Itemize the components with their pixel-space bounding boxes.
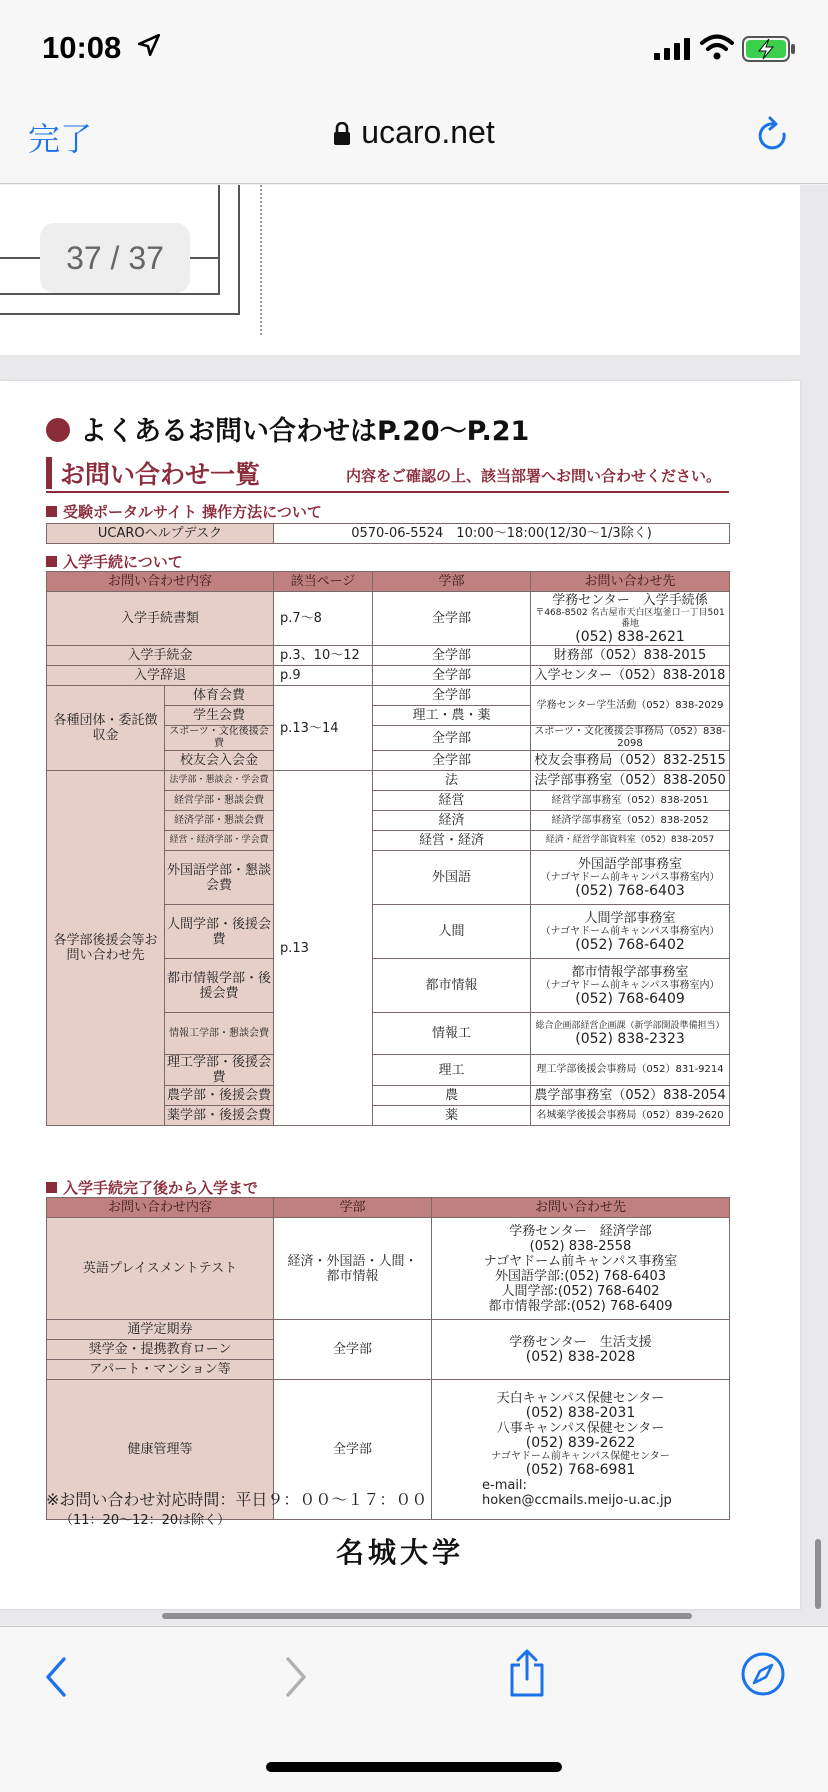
section-title: 入学手続完了後から入学まで <box>63 1179 259 1197</box>
university-logo: 名城大学 <box>335 1536 464 1569</box>
section-title: 受験ポータルサイト 操作方法について <box>63 503 322 521</box>
clock: 10:08 <box>42 30 122 65</box>
table-row <box>47 771 730 791</box>
contact: 名城薬学後援会事務局（052）839-2620 <box>531 1106 730 1126</box>
previous-page-line <box>190 257 220 259</box>
address-bar[interactable] <box>0 114 828 151</box>
contact <box>432 1380 730 1520</box>
battery-charging-icon <box>742 36 796 62</box>
url-text: ucaro.net <box>361 114 495 150</box>
contact <box>432 1320 730 1380</box>
page-ref: p.7〜8 <box>274 592 373 646</box>
row-label: 体育会費 <box>165 686 274 706</box>
contact: 校友会事務局（052）832-2515 <box>531 751 730 771</box>
page-ref: p.9 <box>274 666 373 686</box>
column-header: お問い合わせ内容 <box>47 1198 274 1218</box>
footnote-sub: （11：20〜12：20は除く） <box>60 1513 231 1528</box>
row-label: スポーツ・文化後援会費 <box>165 726 274 751</box>
row-label: 理工学部・後援会費 <box>165 1055 274 1086</box>
contact-phone: (052) 839-2622 <box>525 1435 636 1451</box>
title-accent <box>46 457 52 489</box>
dept: 経済 <box>373 811 531 831</box>
home-indicator[interactable] <box>266 1762 562 1772</box>
row-label: 経営・経済学部・学会費 <box>165 831 274 851</box>
contact: 財務部（052）838-2015 <box>531 646 730 666</box>
dept: 理工 <box>373 1055 531 1086</box>
row-label: 人間学部・後援会費 <box>165 905 274 959</box>
previous-page-line <box>0 257 40 259</box>
helpdesk-contact: 0570-06-5524 10:00〜18:00(12/30〜1/3除く) <box>274 524 730 544</box>
previous-page <box>0 185 800 355</box>
contact-line: 天白キャンパス保健センター <box>496 1391 665 1406</box>
square-bullet-icon <box>46 506 57 517</box>
row-label: アパート・マンション等 <box>47 1360 274 1380</box>
dept: 全学部 <box>373 646 531 666</box>
table-row <box>47 646 730 666</box>
dept <box>274 1218 432 1320</box>
title-bar <box>46 455 729 493</box>
status-bar <box>0 0 828 100</box>
row-label: 法学部・懇談会・学会費 <box>165 771 274 791</box>
contact: 学務センター学生活動（052）838-2029 <box>531 686 730 726</box>
column-header: お問い合わせ先 <box>432 1198 730 1218</box>
contact-line: （ナゴヤドーム前キャンパス事務室内） <box>540 871 720 883</box>
contact-phone: (052) 768-6409 <box>575 990 685 1007</box>
contact-line: ナゴヤドーム前キャンパス事務室 <box>483 1253 678 1269</box>
contact-line: 学務センター 経済学部 <box>509 1223 652 1239</box>
dept: 全学部 <box>373 592 531 646</box>
row-label: 薬学部・後援会費 <box>165 1106 274 1126</box>
contact: 経営学部事務室（052）838-2051 <box>531 791 730 811</box>
contact-phone: (052) 838-2028 <box>525 1348 636 1365</box>
page-counter: 37 / 37 <box>40 223 190 293</box>
dept: 全学部 <box>274 1320 432 1380</box>
contact: 入学センター（052）838-2018 <box>531 666 730 686</box>
contact-phone: (052) 838-2323 <box>575 1030 685 1047</box>
column-header: 学部 <box>373 572 531 592</box>
contact-line: 外国語学部事務室 <box>578 856 683 872</box>
table-row <box>47 666 730 686</box>
row-label: 情報工学部・懇談会費 <box>165 1013 274 1055</box>
dept: 全学部 <box>274 1380 432 1520</box>
row-label: 健康管理等 <box>47 1380 274 1520</box>
cellular-signal-icon <box>654 38 692 60</box>
square-bullet-icon <box>46 1182 57 1193</box>
contact <box>531 592 730 646</box>
section-heading <box>46 1177 258 1198</box>
contact: 農学部事務室（052）838-2054 <box>531 1086 730 1106</box>
contact-phone: (052) 768-6402 <box>575 936 685 953</box>
lock-icon <box>333 122 351 146</box>
contact-line: 都市情報学部:(052) 768-6409 <box>488 1298 673 1314</box>
title-note: 内容をご確認の上、該当部署へお問い合わせください。 <box>345 467 721 485</box>
pre-enrollment-table <box>46 1197 730 1520</box>
section-title: 入学手続について <box>63 553 183 571</box>
dept: 薬 <box>373 1106 531 1126</box>
done-button[interactable]: 完了 <box>28 120 93 158</box>
table-header-row <box>47 572 730 592</box>
dept: 外国語 <box>373 851 531 905</box>
contact-line: 人間学部:(052) 768-6402 <box>501 1283 660 1299</box>
contact-line: 学務センター 入学手続係 <box>552 592 708 608</box>
document-viewport[interactable] <box>0 185 828 1625</box>
dept: 農 <box>373 1086 531 1106</box>
contact-phone: (052) 838-2621 <box>575 628 685 645</box>
section-heading <box>46 501 322 522</box>
table-row <box>47 592 730 646</box>
contact-line: （ナゴヤドーム前キャンパス事務室内） <box>540 979 720 991</box>
contact: スポーツ・文化後援会事務局（052）838-2098 <box>531 726 730 751</box>
row-label: 入学手続書類 <box>47 592 274 646</box>
column-header: お問い合わせ先 <box>531 572 730 592</box>
back-icon[interactable] <box>42 1655 72 1699</box>
safari-compass-icon[interactable] <box>740 1651 786 1697</box>
horizontal-scrollbar[interactable] <box>162 1613 692 1619</box>
share-icon[interactable] <box>506 1649 548 1699</box>
contact: 理工学部後援会事務局（052）831-9214 <box>531 1055 730 1086</box>
contact-line: 外国語学部:(052) 768-6403 <box>494 1268 667 1284</box>
contact-phone: (052) 768-6403 <box>575 882 685 899</box>
row-label: 英語プレイスメントテスト <box>47 1218 274 1320</box>
helpdesk-table <box>46 523 730 544</box>
dept-line: 経済・外国語・人間・ <box>287 1253 418 1269</box>
row-label: 入学手続金 <box>47 646 274 666</box>
page-ref: p.13 <box>274 771 373 1126</box>
dept: 人間 <box>373 905 531 959</box>
reload-icon[interactable] <box>756 116 792 156</box>
column-header: 学部 <box>274 1198 432 1218</box>
email-link[interactable]: hoken@ccmails.meijo-u.ac.jp <box>482 1493 672 1508</box>
row-label: 校友会入会金 <box>165 751 274 771</box>
contact-line: ナゴヤドーム前キャンパス保健センター <box>491 1451 670 1462</box>
row-label: 奨学金・提携教育ローン <box>47 1340 274 1360</box>
page-ref: p.3、10〜12 <box>274 646 373 666</box>
row-label: 通学定期券 <box>47 1320 274 1340</box>
section-heading <box>46 551 183 572</box>
column-header: 該当ページ <box>274 572 373 592</box>
group-label: 各種団体・委託徴収金 <box>47 686 165 771</box>
wifi-icon <box>700 34 734 60</box>
contact <box>531 851 730 905</box>
row-label: 都市情報学部・後援会費 <box>165 959 274 1013</box>
contact <box>531 1013 730 1055</box>
dept: 都市情報 <box>373 959 531 1013</box>
contact-line: （ナゴヤドーム前キャンパス事務室内） <box>540 925 720 937</box>
forward-icon[interactable] <box>280 1655 310 1699</box>
dept: 全学部 <box>373 751 531 771</box>
faq-text: よくあるお問い合わせはP.20〜P.21 <box>80 416 530 447</box>
contact-phone: (052) 768-6981 <box>525 1462 636 1478</box>
dept-line: 都市情報 <box>326 1268 379 1284</box>
dept: 全学部 <box>373 666 531 686</box>
page-ref: p.13〜14 <box>274 686 373 771</box>
contact <box>432 1218 730 1320</box>
contact-line: 総合企画部経営企画課（新学部開設準備担当） <box>535 1020 725 1031</box>
row-label: 農学部・後援会費 <box>165 1086 274 1106</box>
square-bullet-icon <box>46 556 57 567</box>
contact-phone: (052) 838-2031 <box>525 1405 636 1421</box>
email-label: e-mail: <box>482 1478 527 1493</box>
previous-page-divider <box>260 185 262 335</box>
browser-nav-bar <box>0 100 828 184</box>
bullet-icon <box>46 418 70 442</box>
contact: 経済・経営学部資料室（052）838-2057 <box>531 831 730 851</box>
row-label: 外国語学部・懇談会費 <box>165 851 274 905</box>
page-title: お問い合わせ一覧 <box>60 460 261 489</box>
row-label: 経済学部・懇談会費 <box>165 811 274 831</box>
vertical-scrollbar[interactable] <box>815 1539 821 1609</box>
contact: 法学部事務室（052）838-2050 <box>531 771 730 791</box>
row-label: 学生会費 <box>165 706 274 726</box>
dept: 全学部 <box>373 686 531 706</box>
dept: 全学部 <box>373 726 531 751</box>
contact-line: 人間学部事務室 <box>584 910 676 926</box>
contact <box>531 959 730 1013</box>
contact: 経済学部事務室（052）838-2052 <box>531 811 730 831</box>
contact-line: (052) 838-2558 <box>529 1238 632 1254</box>
admission-table <box>46 571 730 1126</box>
contact <box>531 905 730 959</box>
contact-line: 都市情報学部事務室 <box>571 964 689 980</box>
contact-line: 学務センター 生活支援 <box>509 1334 652 1350</box>
dept: 情報工 <box>373 1013 531 1055</box>
table-header-row <box>47 1198 730 1218</box>
footnote: ※お問い合わせ対応時間：平日９：００〜１７：００ <box>46 1490 428 1509</box>
dept: 理工・農・薬 <box>373 706 531 726</box>
contact-line: 〒468-8502 名古屋市天白区塩釜口一丁目501番地 <box>535 607 725 629</box>
document-page <box>0 381 800 1609</box>
column-header: お問い合わせ内容 <box>47 572 274 592</box>
dept: 経営・経済 <box>373 831 531 851</box>
row-label: 経営学部・懇談会費 <box>165 791 274 811</box>
table-row <box>47 1218 730 1320</box>
helpdesk-name: UCAROヘルプデスク <box>47 524 274 544</box>
table-row <box>47 686 730 706</box>
faq-heading <box>46 409 529 448</box>
group-label: 各学部後援会等お問い合わせ先 <box>47 771 165 1126</box>
contact-line: 八事キャンパス保健センター <box>496 1421 665 1436</box>
dept: 法 <box>373 771 531 791</box>
table-row <box>47 1320 730 1340</box>
row-label: 入学辞退 <box>47 666 274 686</box>
dept: 経営 <box>373 791 531 811</box>
location-arrow-icon <box>136 32 162 58</box>
